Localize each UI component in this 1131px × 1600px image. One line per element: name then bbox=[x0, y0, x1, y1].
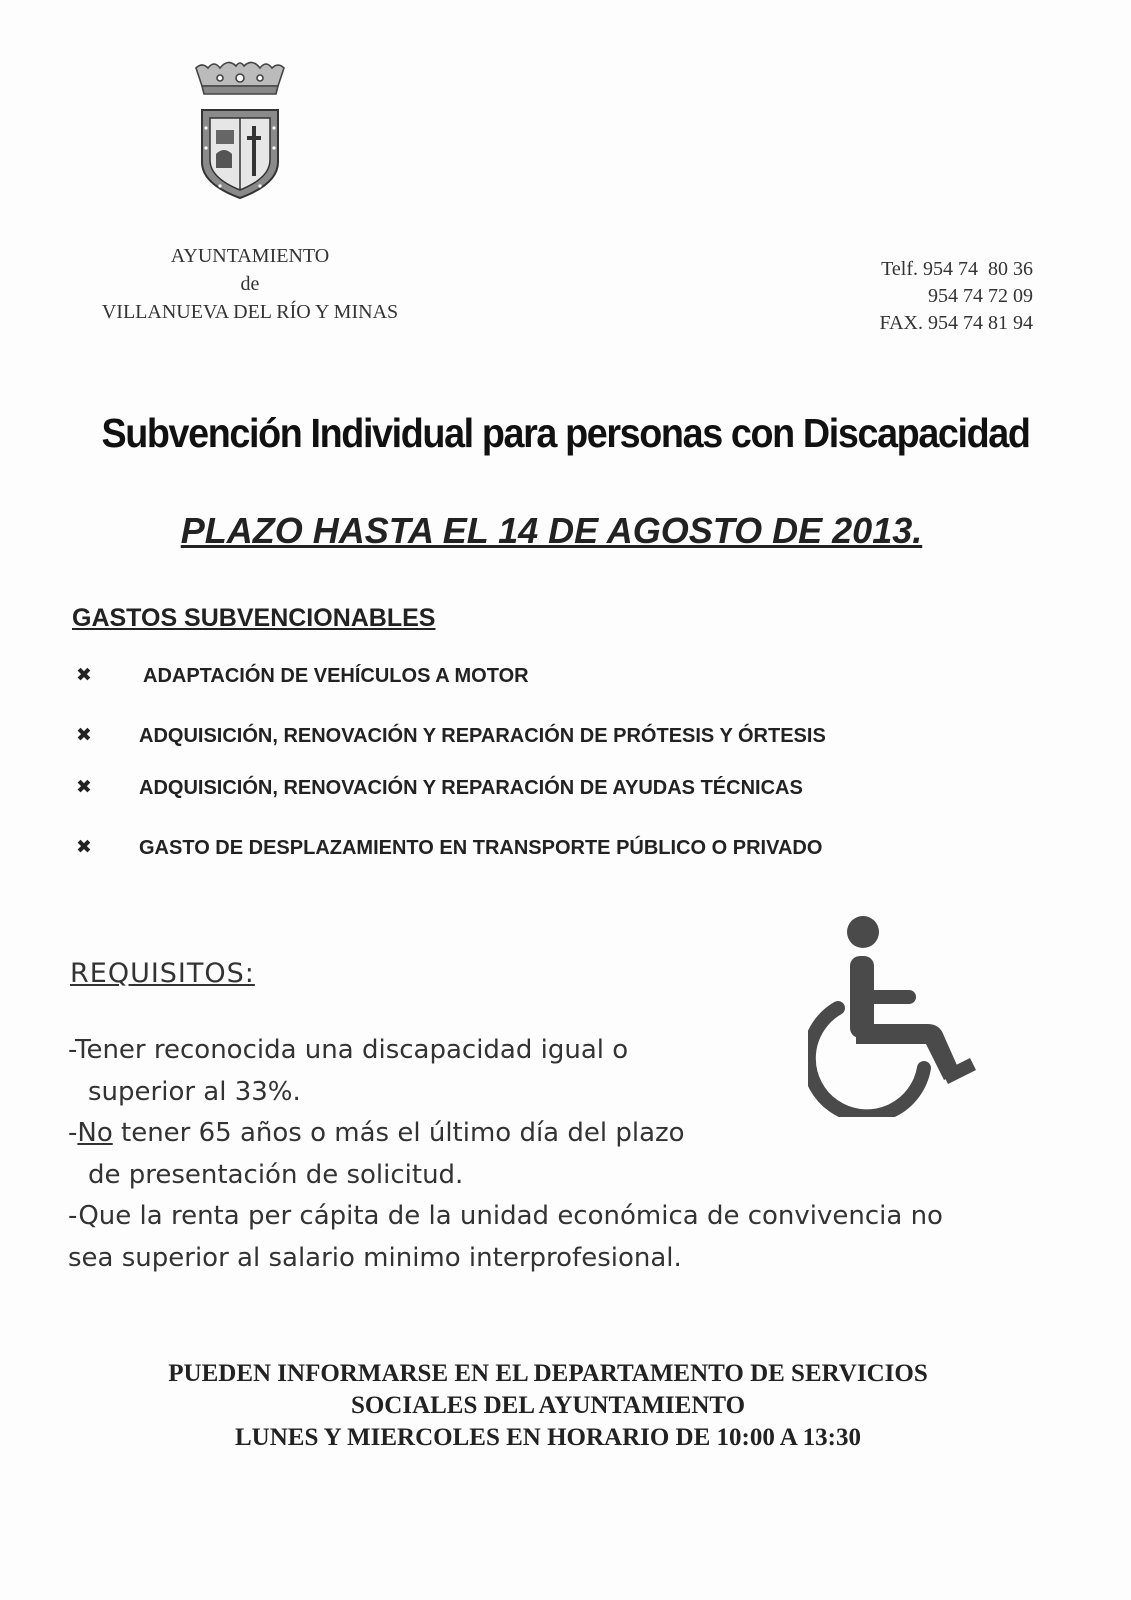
requirement-2-prefix: - bbox=[68, 1118, 78, 1148]
info-line-1: PUEDEN INFORMARSE EN EL DEPARTAMENTO DE SERVICIOS bbox=[168, 1360, 928, 1387]
municipality-name bbox=[60, 242, 440, 326]
cross-bullet-icon: ✖ bbox=[76, 777, 92, 798]
document-title: Subvención Individual para personas con Discapacidad bbox=[101, 410, 1030, 456]
municipality-line-2: de bbox=[240, 273, 260, 295]
info-line-2: SOCIALES DEL AYUNTAMIENTO bbox=[350, 1392, 746, 1419]
phone-line-2: 954 74 72 09 bbox=[928, 285, 1033, 307]
requirement-3-line-1: -Que la renta per cápita de la unidad económica de convivencia no bbox=[68, 1201, 943, 1231]
deadline-notice: PLAZO HASTA EL 14 DE AGOSTO DE 2013. bbox=[180, 510, 923, 551]
information-notice bbox=[0, 1358, 1096, 1454]
municipality-line-1: AYUNTAMIENTO bbox=[170, 245, 330, 267]
info-line-3: LUNES Y MIERCOLES EN HORARIO DE 10:00 A 13:30 bbox=[234, 1424, 861, 1451]
municipality-line-3: VILLANUEVA DEL RÍO Y MINAS bbox=[101, 301, 399, 323]
requirement-2-underlined: No bbox=[77, 1118, 113, 1148]
cross-bullet-icon: ✖ bbox=[76, 837, 92, 858]
cross-bullet-icon: ✖ bbox=[76, 665, 92, 686]
expense-item-text: ADAPTACIÓN DE VEHÍCULOS A MOTOR bbox=[143, 665, 529, 687]
crest-icon bbox=[190, 58, 290, 200]
fax-line: FAX. 954 74 81 94 bbox=[879, 312, 1033, 334]
phone-line-1: Telf. 954 74 80 36 bbox=[881, 258, 1033, 280]
expenses-heading: GASTOS SUBVENCIONABLES bbox=[72, 604, 436, 632]
requirement-1-line-2: superior al 33%. bbox=[88, 1076, 301, 1107]
contact-info bbox=[879, 256, 1033, 337]
expense-item-text: ADQUISICIÓN, RENOVACIÓN Y REPARACIÓN DE PRÓTESIS Y ÓRTESIS bbox=[139, 725, 826, 747]
requirement-1-line-1: -Tener reconocida una discapacidad igual o bbox=[68, 1035, 629, 1065]
requirement-2-line-1 bbox=[68, 1113, 1028, 1155]
expense-item-text: ADQUISICIÓN, RENOVACIÓN Y REPARACIÓN DE AYUDAS TÉCNICAS bbox=[139, 777, 803, 799]
requirements-heading: REQUISITOS: bbox=[70, 958, 255, 989]
requirement-2-rest: tener 65 años o más el último día del plazo bbox=[112, 1118, 685, 1148]
wheelchair-icon bbox=[808, 912, 978, 1117]
requirement-3-line-2: sea superior al salario minimo interprofesional. bbox=[68, 1242, 682, 1273]
cross-bullet-icon: ✖ bbox=[76, 725, 92, 746]
requirement-2-line-2: de presentación de solicitud. bbox=[88, 1159, 464, 1190]
expense-item-text: GASTO DE DESPLAZAMIENTO EN TRANSPORTE PÚBLICO O PRIVADO bbox=[139, 837, 823, 859]
